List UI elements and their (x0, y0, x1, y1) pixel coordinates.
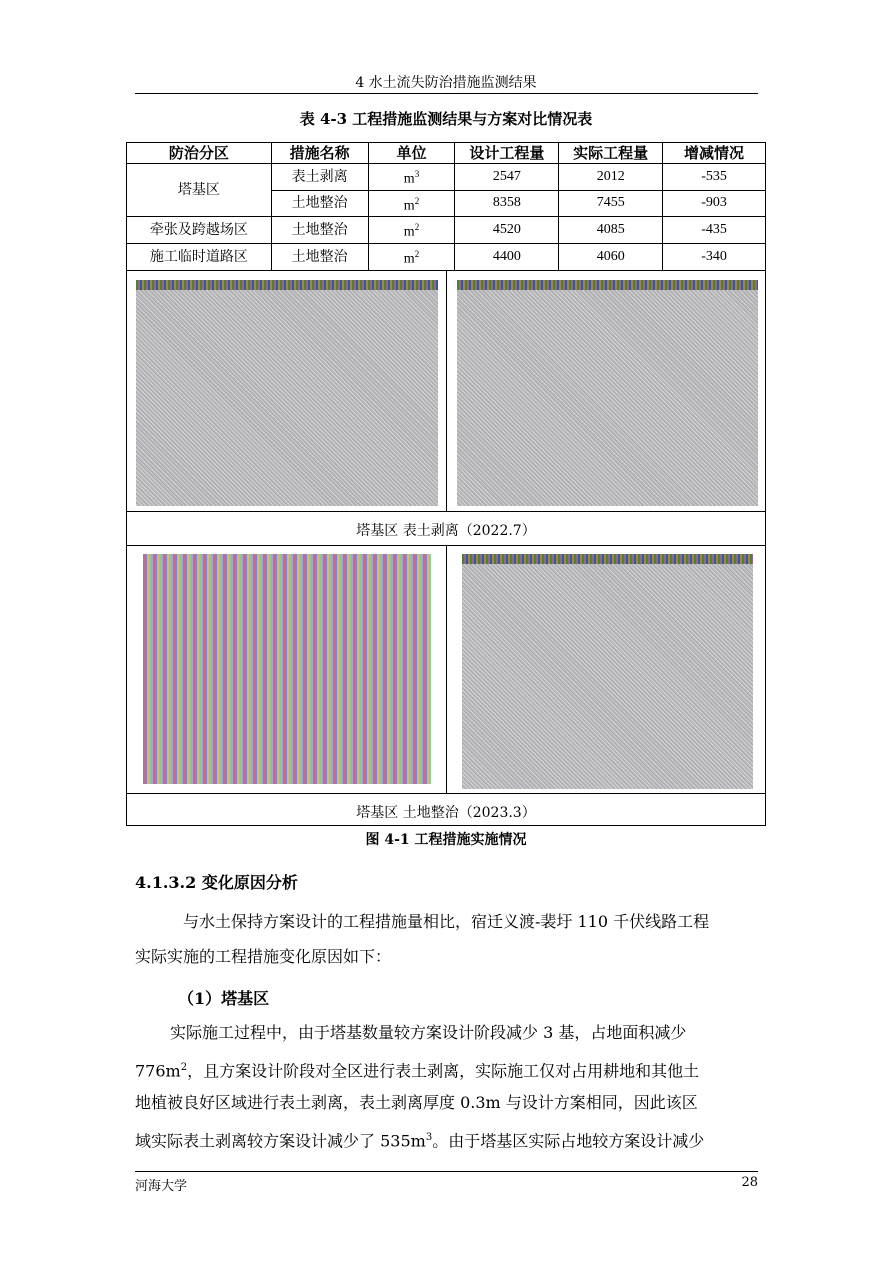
table-row (127, 164, 766, 191)
table-row (127, 243, 766, 270)
footer-organization: 河海大学 (135, 1179, 188, 1194)
paragraph-line: $776m^2$，且方案设计阶段对全区进行表土剥离，实际施工仅对占用耕地和其他土 (135, 1061, 700, 1081)
table-header-row (127, 143, 766, 164)
table-row (127, 217, 766, 244)
measure-cell: 土地整治 (271, 217, 368, 244)
paragraph-line: 域实际表土剥离较方案设计减少了 $535m^3$。由于塔基区实际占地较方案设计减少 (135, 1131, 705, 1151)
figure-divider (446, 545, 447, 793)
page-number: 28 (741, 1175, 758, 1190)
figure-divider (127, 511, 765, 512)
figure-title: 图 4-1 工程措施实施情况 (365, 832, 527, 848)
actual-cell: 4085 (559, 217, 663, 244)
actual-cell: 4060 (559, 243, 663, 270)
zone-cell: 施工临时道路区 (127, 243, 272, 270)
column-header: 设计工程量 (455, 143, 559, 164)
figure-divider (127, 793, 765, 794)
actual-cell: 2012 (559, 164, 663, 191)
actual-cell: 7455 (559, 190, 663, 217)
unit-cell: $m^2$ (368, 190, 455, 217)
paragraph-line: 地植被良好区域进行表土剥离，表土剥离厚度 0.3m 与设计方案相同，因此该区 (135, 1093, 698, 1112)
footer-rule (135, 1171, 758, 1172)
figure-caption-bottom: 塔基区 土地整治（2023.3） (356, 805, 536, 821)
photo-topsoil-stripping-2 (457, 280, 758, 506)
column-header: 防治分区 (127, 143, 272, 164)
monitoring-table (126, 142, 766, 271)
figure-caption-top: 塔基区 表土剥离（2022.7） (356, 523, 536, 539)
unit-cell: $m^2$ (368, 217, 455, 244)
subsection-heading: （1）塔基区 (178, 989, 270, 1008)
photo-topsoil-stripping-1 (136, 280, 438, 506)
running-header: 4 水土流失防治措施监测结果 (355, 75, 537, 91)
zone-cell: 塔基区 (127, 164, 272, 217)
zone-cell: 牵张及跨越场区 (127, 217, 272, 244)
change-cell: -535 (663, 164, 766, 191)
figure-frame (126, 270, 766, 826)
column-header: 单位 (368, 143, 455, 164)
photo-land-leveling-1 (143, 554, 431, 784)
design-cell: 8358 (455, 190, 559, 217)
change-cell: -340 (663, 243, 766, 270)
measure-cell: 表土剥离 (271, 164, 368, 191)
paragraph-line: 与水土保持方案设计的工程措施量相比，宿迁义渡-裴圩 110 千伏线路工程 (183, 912, 710, 931)
change-cell: -435 (663, 217, 766, 244)
design-cell: 4400 (455, 243, 559, 270)
measure-cell: 土地整治 (271, 243, 368, 270)
header-rule (135, 93, 758, 94)
paragraph-line: 实际施工过程中，由于塔基数量较方案设计阶段减少 3 基，占地面积减少 (170, 1023, 687, 1042)
design-cell: 2547 (455, 164, 559, 191)
column-header: 增减情况 (663, 143, 766, 164)
photo-land-leveling-2 (462, 554, 753, 789)
section-heading: 4.1.3.2 变化原因分析 (135, 873, 298, 892)
change-cell: -903 (663, 190, 766, 217)
column-header: 措施名称 (271, 143, 368, 164)
design-cell: 4520 (455, 217, 559, 244)
unit-cell: $m^2$ (368, 243, 455, 270)
column-header: 实际工程量 (559, 143, 663, 164)
table-title: 表 4-3 工程措施监测结果与方案对比情况表 (299, 110, 593, 128)
paragraph-line: 实际实施的工程措施变化原因如下： (135, 947, 392, 966)
unit-cell: $m^3$ (368, 164, 455, 191)
measure-cell: 土地整治 (271, 190, 368, 217)
figure-divider (446, 271, 447, 511)
